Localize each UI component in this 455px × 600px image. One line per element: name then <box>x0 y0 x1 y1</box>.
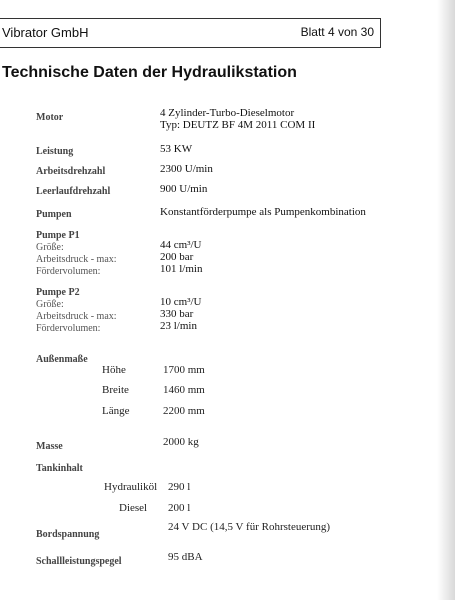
tankinhalt-label: Tankinhalt <box>36 463 83 474</box>
pumpe-p2-volumen-value: 23 l/min <box>160 320 197 332</box>
masse-value: 2000 kg <box>163 436 199 448</box>
leistung-label: Leistung <box>36 146 74 157</box>
masse-label: Masse <box>36 441 63 452</box>
aussenmasse-label: Außenmaße <box>36 354 88 365</box>
company-name: Vibrator GmbH <box>2 25 89 40</box>
pumpen-label: Pumpen <box>36 209 72 220</box>
breite-value: 1460 mm <box>163 384 205 396</box>
pumpe-p2-groesse-label: Größe: <box>36 299 64 310</box>
pumpe-p1-groesse-label: Größe: <box>36 242 64 253</box>
pumpe-p1-druck-value: 200 bar <box>160 251 194 263</box>
page-header <box>0 18 381 48</box>
hydraulikoel-label: Hydrauliköl <box>104 481 158 493</box>
leistung-value: 53 KW <box>160 143 193 155</box>
pumpen-value: Konstantförderpumpe als Pumpenkombination <box>160 206 366 218</box>
hoehe-value: 1700 mm <box>163 364 205 376</box>
pumpe-p2-druck-label: Arbeitsdruck - max: <box>36 311 117 322</box>
pumpe-p1-druck-label: Arbeitsdruck - max: <box>36 254 117 265</box>
bordspannung-value: 24 V DC (14,5 V für Rohrsteuerung) <box>168 521 331 533</box>
breite-label: Breite <box>102 384 129 396</box>
pumpe-p2-groesse-value: 10 cm³/U <box>160 296 202 308</box>
hoehe-label: Höhe <box>102 364 126 376</box>
motor-label: Motor <box>36 112 64 123</box>
page-edge-shadow <box>437 0 455 600</box>
page-title: Technische Daten der Hydraulikstation <box>2 64 297 81</box>
diesel-value: 200 l <box>168 502 191 514</box>
pumpe-p2-volumen-label: Fördervolumen: <box>36 323 101 334</box>
pumpe-p1-volumen-value: 101 l/min <box>160 263 203 275</box>
bordspannung-label: Bordspannung <box>36 529 100 540</box>
hydraulikoel-value: 290 l <box>168 481 191 493</box>
arbeitsdrehzahl-value: 2300 U/min <box>160 163 213 175</box>
laenge-label: Länge <box>102 405 130 417</box>
motor-line2: Typ: DEUTZ BF 4M 2011 COM II <box>160 119 316 131</box>
pumpe-p2-druck-value: 330 bar <box>160 308 194 320</box>
laenge-value: 2200 mm <box>163 405 205 417</box>
motor-line1: 4 Zylinder-Turbo-Dieselmotor <box>160 107 295 119</box>
schallleistungspegel-value: 95 dBA <box>168 551 203 563</box>
pumpe-p1-label: Pumpe P1 <box>36 230 80 241</box>
arbeitsdrehzahl-label: Arbeitsdrehzahl <box>36 166 106 177</box>
pumpe-p1-groesse-value: 44 cm³/U <box>160 239 202 251</box>
schallleistungspegel-label: Schallleistungspegel <box>36 556 122 567</box>
page-number: Blatt 4 von 30 <box>300 25 374 39</box>
leerlaufdrehzahl-label: Leerlaufdrehzahl <box>36 186 111 197</box>
diesel-label: Diesel <box>119 502 148 514</box>
leerlaufdrehzahl-value: 900 U/min <box>160 183 208 195</box>
pumpe-p2-label: Pumpe P2 <box>36 287 80 298</box>
pumpe-p1-volumen-label: Fördervolumen: <box>36 266 101 277</box>
